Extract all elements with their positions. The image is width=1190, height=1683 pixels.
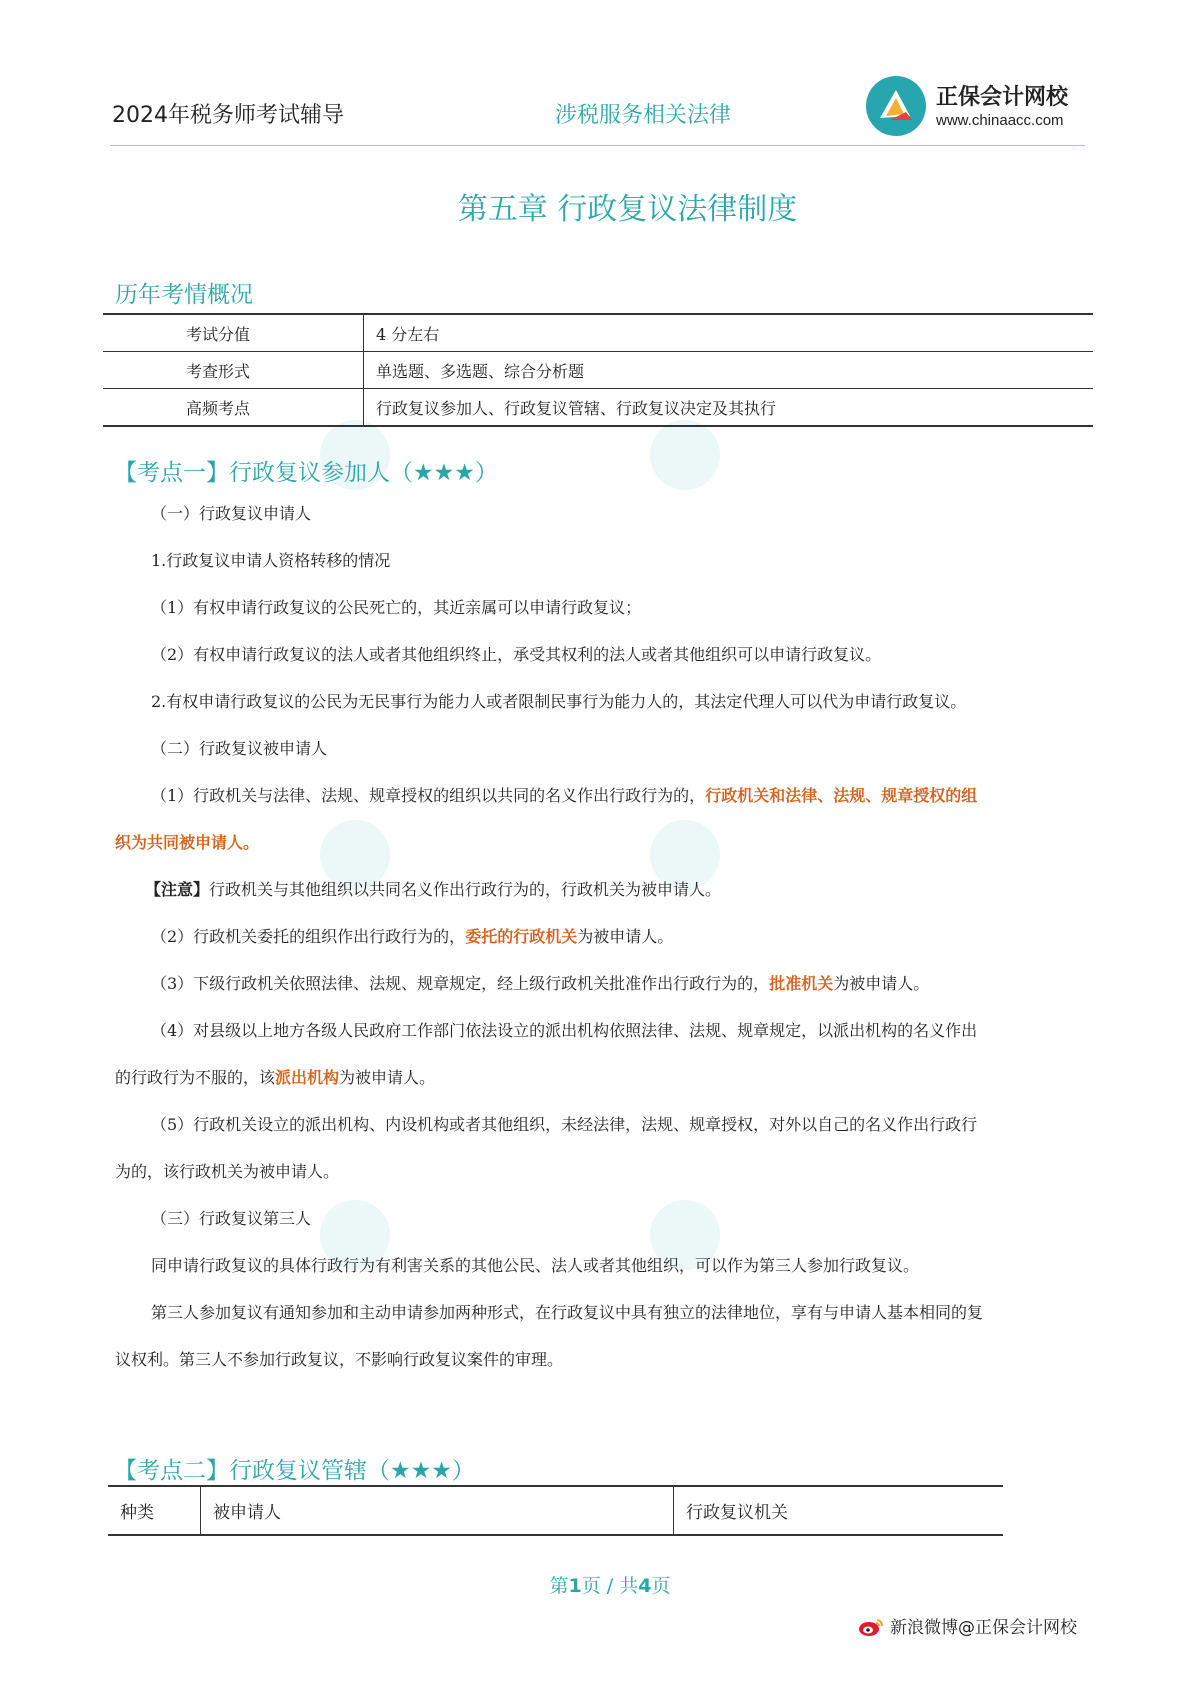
page-current: 1 bbox=[568, 1575, 582, 1597]
paragraph: （一）行政复议申请人 bbox=[151, 504, 312, 523]
kaodian-2-title: 【考点二】行政复议管辖（★★★） bbox=[114, 1458, 475, 1484]
weibo-text: 新浪微博@正保会计网校 bbox=[890, 1618, 1077, 1638]
paragraph: 2.有权申请行政复议的公民为无民事行为能力人或者限制民事行为能力人的，其法定代理人可以代为申请行政复议。 bbox=[151, 692, 967, 711]
paragraph bbox=[115, 772, 1085, 819]
paragraph: （4）对县级以上地方各级人民政府工作部门依法设立的派出机构依照法律、法规、规章规定，以派出机构的名义作出 bbox=[151, 1021, 978, 1040]
text: （2）行政机关委托的组织作出行政行为的， bbox=[151, 927, 466, 946]
brand-logo bbox=[866, 74, 1076, 138]
paragraph bbox=[115, 866, 1085, 913]
paragraph bbox=[115, 1054, 1085, 1101]
weibo-icon bbox=[858, 1617, 884, 1637]
paragraph: 为的，该行政机关为被申请人。 bbox=[115, 1162, 340, 1181]
paragraph: （二）行政复议被申请人 bbox=[151, 739, 328, 758]
logo-name: 正保会计网校 bbox=[936, 85, 1069, 110]
highlight-text: 织为共同被申请人。 bbox=[115, 833, 260, 852]
overview-title: 历年考情概况 bbox=[115, 282, 253, 308]
overview-value: 单选题、多选题、综合分析题 bbox=[364, 352, 1094, 389]
text: 的行政行为不服的，该 bbox=[115, 1068, 276, 1087]
column-header: 种类 bbox=[108, 1486, 201, 1535]
page-indicator bbox=[0, 1571, 1190, 1598]
table-row bbox=[103, 314, 1093, 352]
note-label: 【注意】 bbox=[145, 880, 210, 899]
paragraph: （2）有权申请行政复议的法人或者其他组织终止，承受其权利的法人或者其他组织可以申请行政复议。 bbox=[151, 645, 882, 664]
weibo-handle bbox=[858, 1613, 1077, 1638]
paragraph bbox=[115, 913, 1085, 960]
text: 为被申请人。 bbox=[833, 974, 930, 993]
text: （3）下级行政机关依照法律、法规、规章规定，经上级行政机关批准作出行政行为的， bbox=[151, 974, 770, 993]
paragraph: 1.行政复议申请人资格转移的情况 bbox=[151, 551, 391, 570]
header-divider bbox=[110, 145, 1085, 146]
column-header: 被申请人 bbox=[201, 1486, 674, 1535]
overview-key: 高频考点 bbox=[103, 389, 364, 427]
page-separator: 页 / 共 bbox=[581, 1575, 639, 1597]
text: 为被申请人。 bbox=[339, 1068, 436, 1087]
paragraph: 同申请行政复议的具体行政行为有利害关系的其他公民、法人或者其他组织，可以作为第三人参加行政复议。 bbox=[151, 1256, 920, 1275]
paragraph: 第三人参加复议有通知参加和主动申请参加两种形式，在行政复议中具有独立的法律地位，享有与申请人基本相同的复 bbox=[151, 1303, 984, 1322]
overview-value: 行政复议参加人、行政复议管辖、行政复议决定及其执行 bbox=[364, 389, 1094, 427]
page-total: 4 bbox=[638, 1575, 652, 1597]
overview-key: 考试分值 bbox=[103, 314, 364, 352]
highlight-text: 派出机构 bbox=[275, 1068, 340, 1087]
paragraph bbox=[115, 819, 1085, 866]
table-header-row bbox=[108, 1486, 1003, 1535]
text: 行政机关与其他组织以共同名义作出行政行为的，行政机关为被申请人。 bbox=[209, 880, 722, 899]
highlight-text: 委托的行政机关 bbox=[465, 927, 578, 946]
highlight-text: 行政机关和法律、法规、规章授权的组 bbox=[705, 786, 978, 805]
header-course-title: 2024年税务师考试辅导 bbox=[112, 103, 344, 128]
page-prefix: 第 bbox=[549, 1575, 569, 1597]
overview-key: 考查形式 bbox=[103, 352, 364, 389]
highlight-text: 批准机关 bbox=[769, 974, 834, 993]
kaodian-1-title: 【考点一】行政复议参加人（★★★） bbox=[114, 460, 498, 486]
overview-table bbox=[103, 313, 1093, 427]
column-header: 行政复议机关 bbox=[674, 1486, 1004, 1535]
table-row bbox=[103, 389, 1093, 427]
paragraph: （1）有权申请行政复议的公民死亡的，其近亲属可以申请行政复议； bbox=[151, 598, 642, 617]
paragraph: 议权利。第三人不参加行政复议，不影响行政复议案件的审理。 bbox=[115, 1350, 564, 1369]
table-row bbox=[103, 352, 1093, 389]
paragraph bbox=[115, 960, 1085, 1007]
page-suffix: 页 bbox=[651, 1575, 671, 1597]
header-subject-title: 涉税服务相关法律 bbox=[555, 103, 732, 128]
logo-url: www.chinaacc.com bbox=[936, 112, 1064, 129]
paragraph: （三）行政复议第三人 bbox=[151, 1209, 312, 1228]
overview-value: 4 分左右 bbox=[364, 314, 1094, 352]
jurisdiction-table bbox=[108, 1485, 1003, 1536]
paragraph: （5）行政机关设立的派出机构、内设机构或者其他组织，未经法律，法规、规章授权，对外以自己的名义作出行政行 bbox=[151, 1115, 978, 1134]
logo-icon bbox=[866, 76, 926, 136]
text: （1）行政机关与法律、法规、规章授权的组织以共同的名义作出行政行为的， bbox=[151, 786, 706, 805]
chapter-title: 第五章 行政复议法律制度 bbox=[457, 192, 798, 227]
text: 为被申请人。 bbox=[577, 927, 674, 946]
